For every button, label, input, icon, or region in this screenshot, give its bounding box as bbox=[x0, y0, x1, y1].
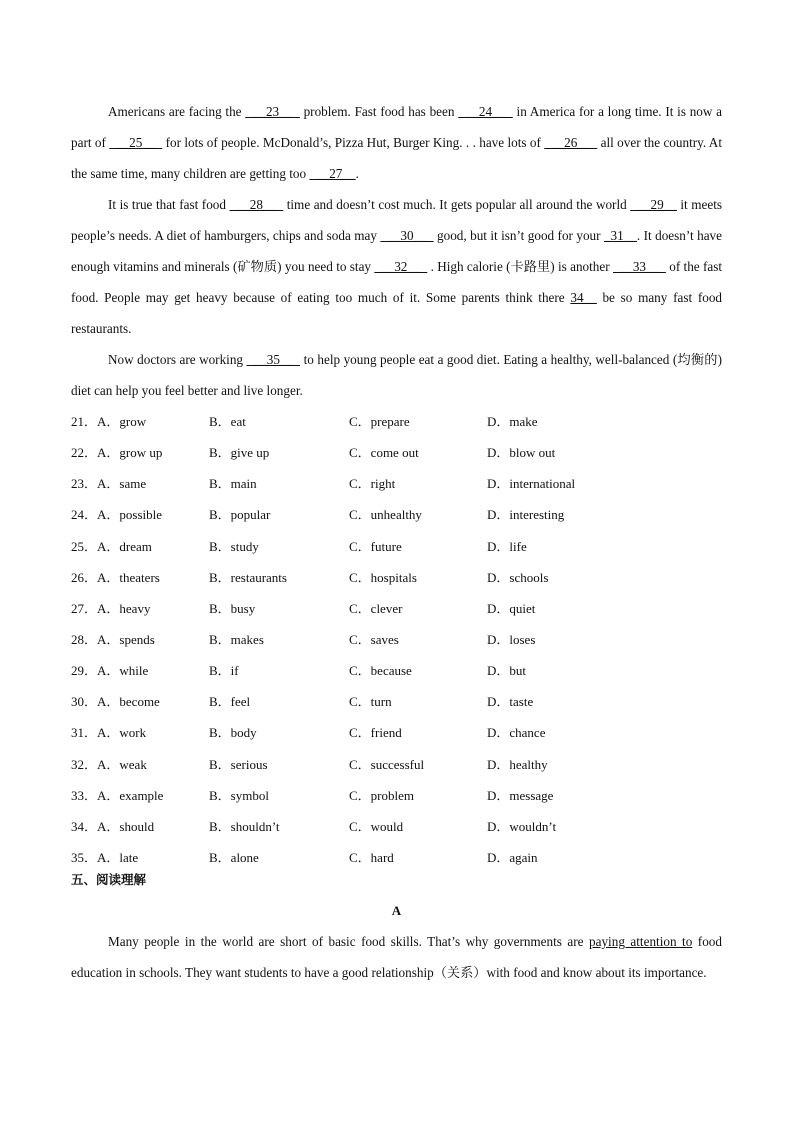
blank-27: __27__ bbox=[309, 166, 356, 181]
option-a bbox=[71, 780, 209, 811]
question-number: 26． bbox=[71, 569, 98, 585]
text: for lots of people. McDonald’s, Pizza Hut, Burger King. . . have lots of bbox=[162, 135, 545, 150]
question-number: 33． bbox=[71, 787, 98, 803]
text: all over the country. At the same time, many children are getting too bbox=[71, 135, 722, 181]
option-a bbox=[71, 437, 209, 468]
option-text: A．work bbox=[97, 725, 147, 741]
option-text: B．serious bbox=[209, 756, 268, 772]
option-b bbox=[209, 593, 349, 624]
cloze-paragraph-2 bbox=[71, 189, 722, 344]
question-number: 25． bbox=[71, 538, 98, 554]
option-row bbox=[71, 468, 722, 499]
option-c bbox=[349, 468, 487, 499]
option-text: D．wouldn’t bbox=[487, 818, 557, 834]
option-text: B．restaurants bbox=[209, 569, 287, 585]
option-text: A．weak bbox=[97, 756, 147, 772]
option-text: D．life bbox=[487, 538, 527, 554]
option-text: D．schools bbox=[487, 569, 549, 585]
option-text: B．give up bbox=[209, 445, 270, 461]
passage-label: A bbox=[391, 903, 402, 919]
option-c bbox=[349, 499, 487, 530]
option-text: D．again bbox=[487, 849, 538, 865]
option-c bbox=[349, 624, 487, 655]
option-text: D．message bbox=[487, 787, 554, 803]
option-a bbox=[71, 749, 209, 780]
option-text: A．example bbox=[97, 787, 164, 803]
option-a bbox=[71, 562, 209, 593]
option-d bbox=[487, 406, 687, 437]
option-text: A．become bbox=[97, 694, 160, 710]
underlined-phrase: paying attention to bbox=[589, 934, 693, 950]
option-d bbox=[487, 437, 687, 468]
text: . It doesn’t have enough vitamins and minerals (矿物质) you need to stay bbox=[71, 228, 723, 274]
option-text: C．saves bbox=[349, 631, 399, 647]
option-b bbox=[209, 842, 349, 873]
option-text: A．spends bbox=[97, 631, 155, 647]
option-c bbox=[349, 811, 487, 842]
option-row bbox=[71, 811, 722, 842]
option-d bbox=[487, 811, 687, 842]
option-text: B．study bbox=[209, 538, 259, 554]
option-text: C．unhealthy bbox=[349, 507, 422, 523]
option-text: A．theaters bbox=[97, 569, 160, 585]
option-text: D．international bbox=[487, 476, 576, 492]
text: Americans are facing the bbox=[108, 104, 246, 119]
option-d bbox=[487, 593, 687, 624]
option-row bbox=[71, 717, 722, 748]
option-text: C．prepare bbox=[349, 414, 410, 429]
question-number: 21． bbox=[71, 414, 98, 429]
text: be so many fast food restaurants. bbox=[71, 290, 723, 336]
blank-34: 34__ bbox=[570, 290, 597, 305]
option-c bbox=[349, 437, 487, 468]
options-list bbox=[71, 406, 722, 873]
option-text: C．successful bbox=[349, 756, 425, 772]
text: Now doctors are working bbox=[108, 352, 247, 367]
option-d bbox=[487, 686, 687, 717]
question-number: 31． bbox=[71, 725, 98, 741]
text: good, but it isn’t good for your bbox=[433, 228, 604, 243]
question-number: 29． bbox=[71, 663, 98, 679]
option-text: D．blow out bbox=[487, 445, 556, 461]
blank-35: __35__ bbox=[246, 352, 301, 367]
option-b bbox=[209, 437, 349, 468]
section-title: 五、阅读理解 bbox=[71, 872, 147, 888]
document-page bbox=[71, 96, 722, 988]
option-b bbox=[209, 655, 349, 686]
option-a bbox=[71, 406, 209, 437]
option-d bbox=[487, 780, 687, 811]
option-d bbox=[487, 749, 687, 780]
option-text: C．hospitals bbox=[349, 569, 417, 585]
option-row bbox=[71, 655, 722, 686]
option-row bbox=[71, 593, 722, 624]
option-row bbox=[71, 562, 722, 593]
question-number: 23． bbox=[71, 476, 98, 492]
text: to help young people eat a good diet. Eating a healthy, well-balanced (均衡的) diet can help you feel better and live longer. bbox=[71, 352, 723, 398]
option-text: D．interesting bbox=[487, 507, 565, 523]
option-d bbox=[487, 531, 687, 562]
text: Many people in the world are short of basic food skills. That’s why governments are bbox=[108, 934, 590, 950]
option-c bbox=[349, 842, 487, 873]
option-text: C．because bbox=[349, 663, 412, 679]
option-c bbox=[349, 717, 487, 748]
question-number: 35． bbox=[71, 849, 98, 865]
option-text: D．healthy bbox=[487, 756, 548, 772]
option-c bbox=[349, 655, 487, 686]
option-text: C．hard bbox=[349, 849, 394, 865]
option-b bbox=[209, 499, 349, 530]
blank-33: __33__ bbox=[612, 259, 666, 274]
text: of the fast food. People may get heavy because of eating too much of it. Some parents think there bbox=[71, 259, 723, 305]
option-text: B．if bbox=[209, 663, 239, 679]
option-row bbox=[71, 406, 722, 437]
option-d bbox=[487, 499, 687, 530]
text: time and doesn’t cost much. It gets popular all around the world bbox=[283, 197, 631, 212]
blank-32: __32__ bbox=[374, 259, 428, 274]
option-b bbox=[209, 624, 349, 655]
option-a bbox=[71, 624, 209, 655]
question-number: 24． bbox=[71, 507, 98, 523]
option-a bbox=[71, 842, 209, 873]
option-text: D．loses bbox=[487, 631, 536, 647]
text: problem. Fast food has been bbox=[299, 104, 459, 119]
option-text: C．turn bbox=[349, 694, 392, 710]
cloze-paragraph-3 bbox=[71, 344, 722, 406]
option-text: B．busy bbox=[209, 600, 256, 616]
text: it meets people’s needs. A diet of hamburgers, chips and soda may bbox=[71, 197, 723, 243]
option-text: C．future bbox=[349, 538, 402, 554]
option-text: B．makes bbox=[209, 631, 264, 647]
blank-23: __23__ bbox=[245, 104, 300, 119]
option-text: C．problem bbox=[349, 787, 414, 803]
option-a bbox=[71, 499, 209, 530]
option-a bbox=[71, 468, 209, 499]
option-a bbox=[71, 811, 209, 842]
option-row bbox=[71, 531, 722, 562]
blank-31: _31__ bbox=[603, 228, 637, 243]
reading-paragraph bbox=[71, 926, 722, 988]
text: food education in schools. They want students to have a good relationship（关系）with food and know about its importance. bbox=[71, 934, 722, 981]
option-text: A．possible bbox=[97, 507, 163, 523]
option-text: D．make bbox=[487, 414, 538, 429]
text: . High calorie (卡路里) is another bbox=[427, 259, 613, 274]
option-text: B．popular bbox=[209, 507, 271, 523]
blank-25: __25__ bbox=[109, 135, 163, 150]
option-row bbox=[71, 686, 722, 717]
question-number: 30． bbox=[71, 694, 98, 710]
option-text: C．clever bbox=[349, 600, 403, 616]
option-d bbox=[487, 624, 687, 655]
option-text: B．alone bbox=[209, 849, 259, 865]
option-text: A．should bbox=[97, 818, 155, 834]
option-a bbox=[71, 717, 209, 748]
question-number: 32． bbox=[71, 756, 98, 772]
option-row bbox=[71, 749, 722, 780]
option-b bbox=[209, 406, 349, 437]
option-text: D．but bbox=[487, 663, 527, 679]
blank-26: __26__ bbox=[544, 135, 598, 150]
text: in America for a long time. It is now a part of bbox=[71, 104, 723, 150]
option-c bbox=[349, 749, 487, 780]
option-c bbox=[349, 593, 487, 624]
blank-28: __28__ bbox=[229, 197, 284, 212]
option-b bbox=[209, 531, 349, 562]
blank-30: __30__ bbox=[380, 228, 434, 243]
blank-29: __29__ bbox=[630, 197, 677, 212]
option-row bbox=[71, 780, 722, 811]
option-b bbox=[209, 562, 349, 593]
option-text: A．same bbox=[97, 476, 147, 492]
option-d bbox=[487, 717, 687, 748]
option-d bbox=[487, 562, 687, 593]
option-text: D．chance bbox=[487, 725, 546, 741]
option-b bbox=[209, 749, 349, 780]
option-text: A．heavy bbox=[97, 600, 151, 616]
cloze-paragraph-1 bbox=[71, 96, 722, 189]
option-c bbox=[349, 531, 487, 562]
question-number: 28． bbox=[71, 631, 98, 647]
option-text: A．grow bbox=[97, 414, 147, 429]
option-d bbox=[487, 468, 687, 499]
option-c bbox=[349, 686, 487, 717]
option-text: A．dream bbox=[97, 538, 152, 554]
option-row bbox=[71, 842, 722, 873]
option-d bbox=[487, 655, 687, 686]
option-a bbox=[71, 531, 209, 562]
option-text: B．main bbox=[209, 476, 257, 492]
text: . bbox=[355, 166, 359, 181]
option-text: B．symbol bbox=[209, 787, 269, 803]
option-text: C．come out bbox=[349, 445, 419, 461]
option-a bbox=[71, 655, 209, 686]
option-text: A．while bbox=[97, 663, 149, 679]
option-c bbox=[349, 562, 487, 593]
option-b bbox=[209, 780, 349, 811]
option-text: D．quiet bbox=[487, 600, 536, 616]
option-text: C．right bbox=[349, 476, 396, 492]
option-c bbox=[349, 406, 487, 437]
option-b bbox=[209, 717, 349, 748]
option-a bbox=[71, 686, 209, 717]
option-b bbox=[209, 686, 349, 717]
question-number: 27． bbox=[71, 600, 98, 616]
option-d bbox=[487, 842, 687, 873]
option-text: A．grow up bbox=[97, 445, 163, 461]
blank-24: __24__ bbox=[458, 104, 513, 119]
option-row bbox=[71, 499, 722, 530]
option-text: D．taste bbox=[487, 694, 534, 710]
option-a bbox=[71, 593, 209, 624]
text: It is true that fast food bbox=[108, 197, 230, 212]
question-number: 34． bbox=[71, 818, 98, 834]
option-text: B．feel bbox=[209, 694, 251, 710]
option-b bbox=[209, 811, 349, 842]
option-row bbox=[71, 437, 722, 468]
option-text: B．shouldn’t bbox=[209, 818, 280, 834]
option-b bbox=[209, 468, 349, 499]
option-text: A．late bbox=[97, 849, 139, 865]
option-c bbox=[349, 780, 487, 811]
option-row bbox=[71, 624, 722, 655]
question-number: 22． bbox=[71, 445, 98, 461]
option-text: B．eat bbox=[209, 414, 246, 429]
option-text: B．body bbox=[209, 725, 257, 741]
option-text: C．friend bbox=[349, 725, 402, 741]
option-text: C．would bbox=[349, 818, 404, 834]
